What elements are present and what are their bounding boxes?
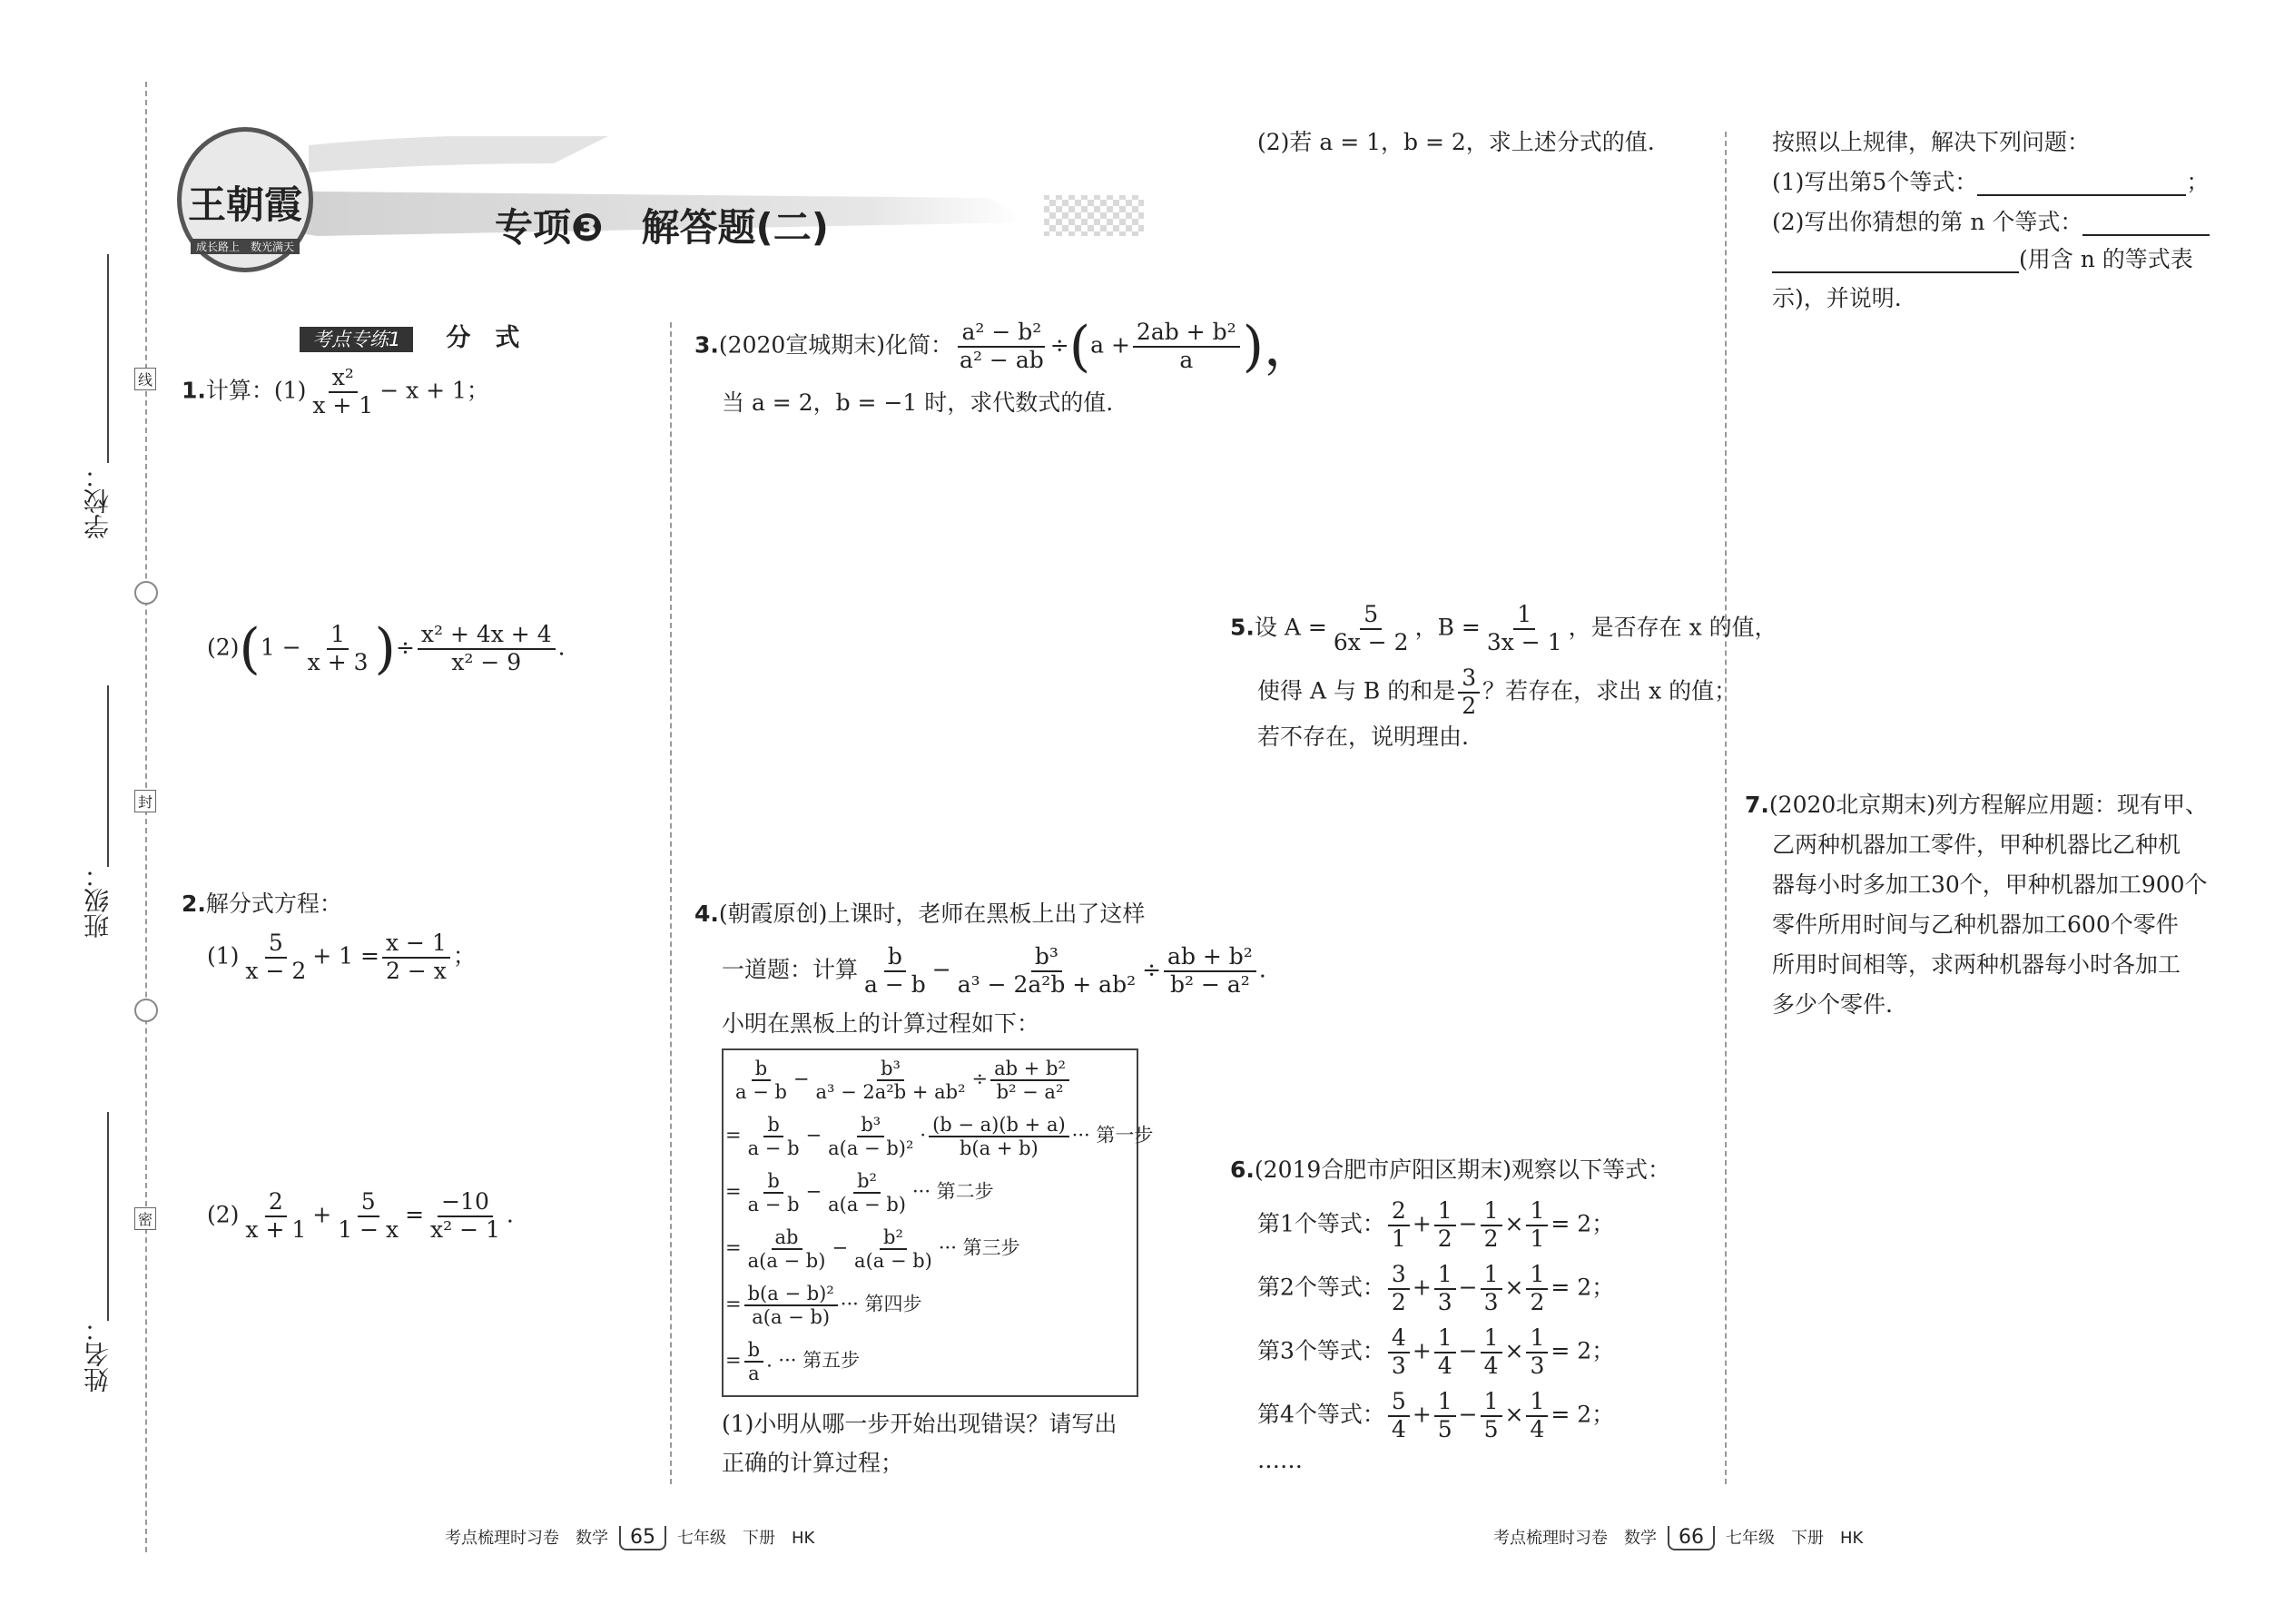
q6-cont-line5: 示)，并说明. [1772, 285, 1902, 311]
question-2-part2: (2) $\frac{2}{x + 1}$ + $\frac{5}{1 - x}$ = $\frac{-10}{\text{x² − 1}}$ . [207, 1188, 514, 1243]
ellipsis: …… [1257, 1447, 1303, 1473]
binding-hole-icon [134, 999, 158, 1022]
name-label: 姓名： [83, 1316, 113, 1393]
school-blank [107, 254, 109, 463]
question-2: 2.解分式方程： [182, 891, 342, 917]
section-heading [300, 318, 519, 353]
question-1-part2: (2)(1 − $\frac{1}{x + 3}$ )÷ $\frac{\text{x² + 4x + 4}}{\text{x² − 9}}$ . [207, 617, 566, 681]
step-label: ··· 第二步 [911, 1180, 994, 1203]
question-6: 6.(2019合肥市庐阳区期末)观察以下等式： [1230, 1156, 1671, 1183]
question-7-line: 零件所用时间与乙种机器加工600个零件 [1772, 911, 2179, 938]
question-number: 7. [1745, 792, 1769, 818]
equation-row: 第4个等式： $\frac{5}{4}$ + $\frac{1}{5}$ − $\frac{1}{5}$ × $\frac{1}{4}$ = 2； [1257, 1388, 1615, 1442]
question-number: 2. [182, 891, 206, 917]
seal-mark-line: 线 [134, 368, 156, 390]
class-label: 班级： [83, 862, 113, 939]
question-7-line: 器每小时多加工30个，甲种机器加工900个 [1772, 871, 2208, 898]
column-divider [1725, 132, 1727, 1484]
question-5-line2: 使得 A 与 B 的和是 $\frac{3}{2}$ ？若存在，求出 x 的值； [1257, 664, 1738, 719]
question-3: 3.(2020宣城期末)化简： $\frac{\text{a² − b²}}{\text{a² − ab}}$ ÷(a + $\frac{\text{2ab + b²}}{a}$ )， [694, 315, 1319, 379]
solution-row: = $\frac{b}{a - b}$ − $\frac{\text{b³}}{\text{a(a − b)²}}$ · $\frac{(b - a)(b + a)}{b(a + b)}$ ··· 第一步 [725, 1114, 1154, 1160]
question-7-line: 多少个零件. [1772, 991, 1893, 1018]
solution-row: = $\frac{b}{a}$ . ··· 第五步 [725, 1339, 861, 1385]
step-label: ··· 第一步 [1071, 1124, 1154, 1147]
section-badge: 考点专练1 [300, 327, 413, 352]
q6-cont-line3: (2)写出你猜想的第 n 个等式： [1772, 210, 2210, 236]
question-3-line2: 当 a = 2，b = −1 时，求代数式的值. [722, 389, 1114, 416]
question-4-part2: (2)若 a = 1，b = 2，求上述分式的值. [1257, 129, 1655, 155]
page-title: 专项❸ 解答题(二) [495, 205, 829, 250]
q1-frac: $\frac{\text{x²}}{x + 1}$ [312, 364, 374, 418]
answer-blank[interactable] [1977, 194, 2186, 196]
q1-label: 计算：(1) [205, 377, 307, 404]
step-label: . ··· 第五步 [766, 1349, 861, 1372]
question-1: 1.计算：(1) $\frac{\text{x²}}{x + 1}$ − x + 1； [182, 364, 489, 418]
question-5: 5.设 A = $\frac{5}{6x - 2}$ ，B = $\frac{1}{3x - 1}$ ，是否存在 x 的值， [1230, 601, 1777, 655]
question-7: 7.(2020北京期末)列方程解应用题：现有甲、 [1745, 792, 2209, 818]
q6-cont-line4: (用含 n 的等式表 [1772, 247, 2193, 273]
name-blank [107, 1112, 109, 1321]
school-label: 学校： [83, 463, 113, 539]
binding-hole-icon [134, 581, 158, 605]
answer-blank[interactable] [2082, 234, 2210, 236]
solution-row: = $\frac{\text{b(a − b)²}}{a(a - b)}$ ··· 第四步 [725, 1283, 922, 1329]
logo-sub2: 数光满天 [251, 241, 295, 253]
solution-row: = $\frac{ab}{a(a - b)}$ − $\frac{\text{b²}}{a(a - b)}$ ··· 第三步 [725, 1226, 1020, 1273]
page-number: 66 [1668, 1526, 1715, 1550]
solution-row: = $\frac{b}{a - b}$ − $\frac{\text{b²}}{a(a - b)}$ ··· 第二步 [725, 1170, 994, 1216]
question-number: 3. [694, 331, 719, 359]
question-5-line3: 若不存在，说明理由. [1257, 723, 1469, 750]
question-4: 4.(朝霞原创)上课时，老师在黑板上出了这样 [694, 901, 1146, 927]
equation-row: 第1个等式： $\frac{2}{1}$ + $\frac{1}{2}$ − $\frac{1}{2}$ × $\frac{1}{1}$ = 2； [1257, 1197, 1615, 1252]
question-4-sub1-line2: 正确的计算过程； [722, 1450, 904, 1476]
footer-right: 考点梳理时习卷 数学 66 七年级 下册 HK [1493, 1526, 1864, 1549]
section-name: 分 式 [446, 324, 520, 352]
seal-mark-dense: 密 [134, 1207, 156, 1230]
question-number: 6. [1230, 1156, 1255, 1183]
seal-mark-seal: 封 [134, 790, 156, 812]
step-label: ··· 第三步 [938, 1236, 1020, 1259]
question-4-line2: 一道题：计算 $\frac{b}{a - b}$ − $\frac{\text{b³}}{\text{a³ − 2a²b + ab²}}$ ÷ $\frac{\text{ab + b²}}{\text{b² − a²}}$ . [722, 943, 1266, 998]
solution-row: $\frac{b}{a - b}$ − $\frac{\text{b³}}{\text{a³ − 2a²b + ab²}}$ ÷ $\frac{\text{ab + b²}}{\text{b² − a²}}$ [729, 1058, 1072, 1103]
column-divider [670, 322, 672, 1484]
equation-row: 第3个等式： $\frac{4}{3}$ + $\frac{1}{4}$ − $\frac{1}{4}$ × $\frac{1}{3}$ = 2； [1257, 1324, 1615, 1379]
binding-dashed-line [145, 82, 147, 1552]
logo-text: 王朝霞 [187, 182, 302, 227]
question-2-part1: (1) $\frac{5}{x - 2}$ + 1 = $\frac{x - 1}{2 - x}$ ； [207, 930, 476, 984]
answer-blank[interactable] [1772, 271, 2019, 273]
page-number: 65 [619, 1526, 666, 1550]
equation-row: 第2个等式： $\frac{3}{2}$ + $\frac{1}{3}$ − $\frac{1}{3}$ × $\frac{1}{2}$ = 2； [1257, 1261, 1615, 1315]
class-blank [107, 685, 109, 867]
question-7-line: 所用时间相等，求两种机器每小时各加工 [1772, 951, 2181, 978]
question-4-line3: 小明在黑板上的计算过程如下： [722, 1010, 1040, 1037]
question-number: 1. [182, 377, 206, 404]
question-number: 5. [1230, 614, 1255, 641]
solution-box [722, 1048, 1154, 1397]
step-label: ··· 第四步 [840, 1293, 922, 1315]
footer-left: 考点梳理时习卷 数学 65 七年级 下册 HK [445, 1526, 815, 1549]
q6-cont-line1: 按照以上规律，解决下列问题： [1772, 129, 2091, 155]
question-7-line: 乙两种机器加工零件，甲种机器比乙种机 [1772, 832, 2181, 858]
question-number: 4. [694, 901, 719, 927]
logo-badge [177, 127, 313, 272]
q6-cont-line2: (1)写出第5个等式： ； [1772, 169, 2210, 195]
logo-sub1: 成长路上 [195, 241, 240, 253]
question-4-sub1-line1: (1)小明从哪一步开始出现错误？请写出 [722, 1411, 1117, 1437]
